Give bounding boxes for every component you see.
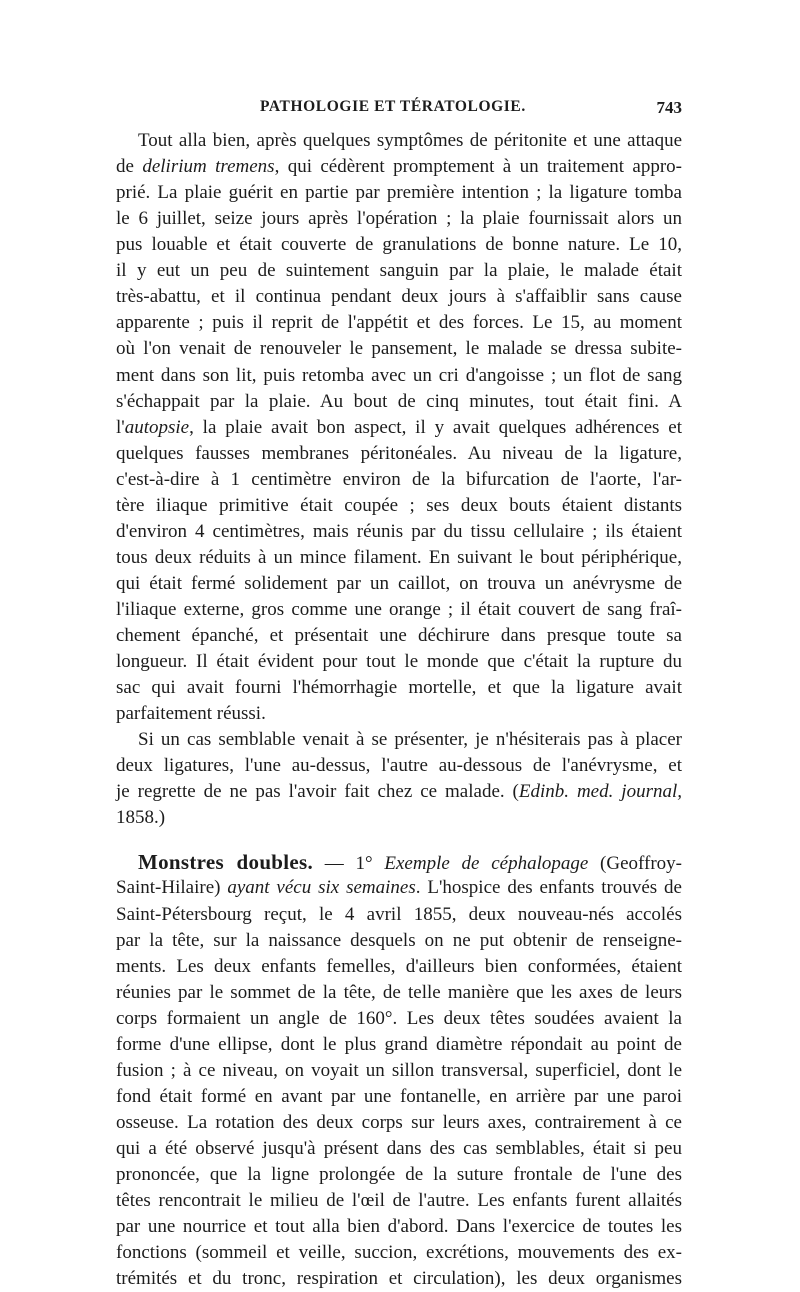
text-line	[116, 206, 682, 232]
text-line	[116, 875, 682, 901]
text-run: sac qui avait fourni l'hémorrhagie mortelle, et que la ligature avait	[116, 677, 682, 699]
text-line	[116, 441, 682, 467]
text-run: où l'on venait de renouveler le pansement, le malade se dressa subite-	[116, 338, 682, 360]
text-run: quelques fausses membranes péritonéales. Au niveau de la ligature,	[116, 442, 682, 464]
text-line	[116, 545, 682, 571]
text-line	[116, 128, 682, 154]
text-line	[116, 1032, 682, 1058]
text-run: s'échappait par la plaie. Au bout de cinq minutes, tout était fini. A	[116, 390, 682, 412]
text-line	[116, 753, 682, 779]
text-run: tère iliaque primitive était coupée ; ses deux bouts étaient distants	[116, 494, 682, 516]
text-run: trémités et du tronc, respiration et circulation), les deux organismes	[116, 1268, 682, 1290]
text-line	[116, 258, 682, 284]
text-line	[116, 980, 682, 1006]
text-run: , la plaie avait bon aspect, il y avait quelques adhérences et	[189, 416, 682, 438]
text-run: prié. La plaie guérit en partie par première intention ; la ligature tomba	[116, 182, 682, 204]
text-line	[116, 1084, 682, 1110]
text-line	[116, 675, 682, 701]
text-run: autopsie	[124, 416, 190, 438]
text-line	[116, 902, 682, 928]
text-run: prononcée, que la ligne prolongée de la suture frontale de l'une des	[116, 1164, 682, 1185]
text-line	[116, 649, 682, 675]
text-run: . L'hospice des enfants trouvés de	[415, 877, 682, 899]
text-run: corps formaient un angle de 160°. Les deux têtes soudées avaient la	[116, 1007, 682, 1029]
page-number: 743	[656, 98, 682, 117]
text-run: de	[116, 156, 143, 178]
text-run: fonctions (sommeil et veille, succion, excrétions, mouvements des ex-	[116, 1242, 682, 1264]
text-run: deux ligatures, l'une au-dessus, l'autre au-dessous de l'anévrysme, et	[116, 755, 682, 777]
text-run: l'	[116, 416, 125, 438]
text-line	[116, 805, 682, 831]
text-run: Saint-Pétersbourg reçut, le 4 avril 1855, deux nouveau-nés accolés	[116, 903, 682, 925]
text-line	[116, 493, 682, 519]
text-run: fusion ; à ce niveau, on voyait un sillon transversal, superficiel, dont le	[116, 1059, 682, 1081]
text-line	[116, 779, 682, 805]
text-run: têtes rencontrait le milieu de l'œil de l'autre. Les enfants furent allaités	[116, 1190, 682, 1211]
text-line	[116, 415, 682, 441]
text-run: Exemple de céphalopage	[384, 853, 589, 875]
text-line	[116, 1188, 682, 1214]
text-line	[116, 467, 682, 493]
text-run: Si un cas semblable venait à se présenter, je n'hésiterais pas à placer	[138, 729, 682, 751]
text-line	[116, 154, 682, 180]
text-run: par une nourrice et tout alla bien d'abord. Dans l'exercice de toutes les	[116, 1216, 682, 1237]
text-line	[116, 310, 682, 336]
text-run: tous deux réduits à un mince filament. En suivant le bout périphérique,	[116, 546, 682, 568]
text-line	[116, 363, 682, 389]
text-run: l'iliaque externe, gros comme une orange ; il était couvert de sang fraî-	[116, 598, 682, 620]
text-run: d'environ 4 centimètres, mais réunis par du tissu cellulaire ; ils étaient	[116, 520, 682, 542]
text-run: ments. Les deux enfants femelles, d'ailleurs bien conformées, étaient	[116, 955, 682, 977]
text-line	[116, 1110, 682, 1136]
text-run: (Geoffroy-	[588, 853, 682, 875]
text-line	[116, 727, 682, 753]
text-line	[116, 1136, 682, 1162]
text-run: je regrette de ne pas l'avoir fait chez ce malade. (	[116, 781, 519, 803]
text-run: il y eut un peu de suintement sanguin par la plaie, le malade était	[116, 260, 682, 282]
text-line	[116, 1058, 682, 1084]
text-run: ment dans son lit, puis retomba avec un cri d'angoisse ; un flot de sang	[116, 364, 682, 386]
text-run: par la tête, sur la naissance desquels on ne put obtenir de renseigne-	[116, 929, 682, 951]
text-run: fond était formé en avant par une fontanelle, en arrière par une paroi	[116, 1085, 682, 1107]
text-run: apparente ; puis il reprit de l'appétit et des forces. Le 15, au moment	[116, 312, 682, 334]
text-run: parfaitement réussi.	[116, 703, 266, 725]
text-line	[116, 571, 682, 597]
text-line	[116, 597, 682, 623]
text-run: 1858.)	[116, 807, 166, 829]
page-header	[112, 98, 682, 122]
text-line	[116, 336, 682, 362]
text-run: pus louable et était couverte de granulations de bonne nature. Le 10,	[116, 234, 682, 256]
text-line	[116, 1240, 682, 1266]
text-line	[116, 389, 682, 415]
text-run: réunies par le sommet de la tête, de telle manière que les axes de leurs	[116, 981, 682, 1003]
text-line	[116, 954, 682, 980]
text-run: Monstres doubles.	[138, 850, 314, 875]
text-line	[116, 232, 682, 258]
text-run: très-abattu, et il continua pendant deux jours à s'affaiblir sans cause	[116, 286, 682, 308]
text-run: , qui cédèrent promptement à un traitement appro-	[274, 156, 683, 178]
text-line	[116, 1006, 682, 1032]
text-line	[116, 1214, 682, 1240]
text-line	[116, 180, 682, 206]
text-run: ayant vécu six semaines	[227, 877, 416, 899]
text-line	[116, 623, 682, 649]
text-line	[116, 849, 682, 875]
text-line	[116, 701, 682, 727]
text-line	[116, 928, 682, 954]
text-run: Edinb. med. journal,	[518, 781, 682, 803]
text-line	[116, 1162, 682, 1188]
text-run: longueur. Il était évident pour tout le monde que c'était la rupture du	[116, 651, 682, 672]
text-line	[116, 284, 682, 310]
text-run: chement épanché, et présentait une déchirure dans presque toute sa	[116, 625, 682, 646]
text-run: forme d'une ellipse, dont le plus grand diamètre répondait au point de	[116, 1033, 682, 1055]
text-run: qui était fermé solidement par un caillot, on trouva un anévrysme de	[116, 572, 682, 594]
text-run: c'est-à-dire à 1 centimètre environ de la bifurcation de l'aorte, l'ar-	[116, 468, 682, 490]
text-line	[116, 519, 682, 545]
text-run: qui a été observé jusqu'à présent dans des cas semblables, était si peu	[116, 1137, 682, 1159]
text-line	[116, 1266, 682, 1292]
text-run: osseuse. La rotation des deux corps sur leurs axes, contrairement à ce	[116, 1111, 682, 1133]
text-run: Saint-Hilaire)	[116, 877, 228, 899]
text-run: — 1°	[313, 853, 385, 875]
running-title: PATHOLOGIE ET TÉRATOLOGIE.	[260, 98, 526, 115]
text-run: Tout alla bien, après quelques symptômes de péritonite et une attaque	[138, 130, 682, 151]
text-run: delirium tremens	[142, 156, 275, 178]
text-run: le 6 juillet, seize jours après l'opération ; la plaie fournissait alors un	[116, 208, 682, 230]
